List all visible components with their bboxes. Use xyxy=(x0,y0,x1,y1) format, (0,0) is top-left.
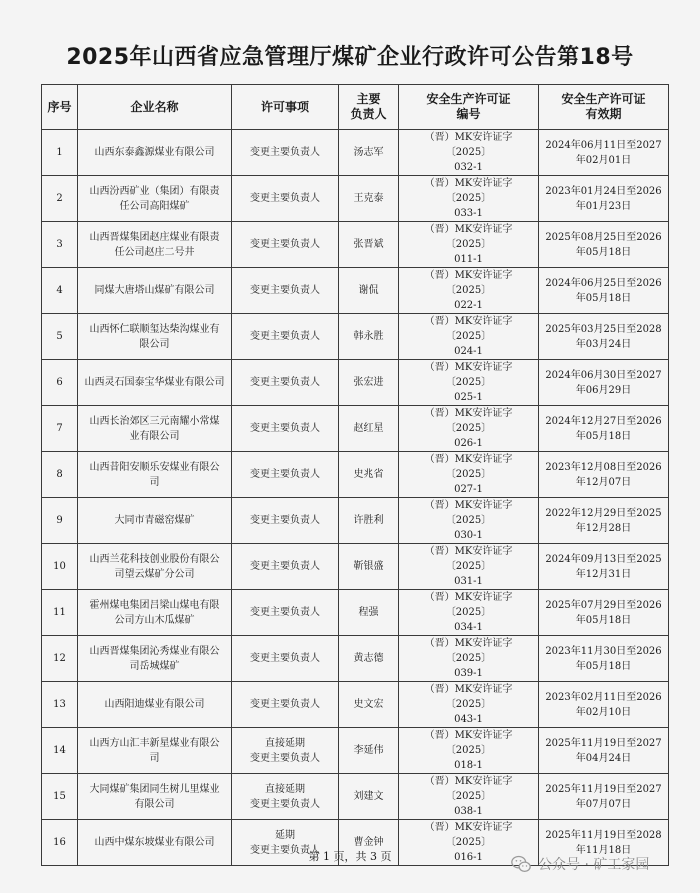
cell-item: 延期 变更主要负责人 xyxy=(232,820,339,866)
table-row xyxy=(42,176,669,222)
cell-license: （晋）MK安许证字〔2025〕 032-1 xyxy=(399,130,539,176)
cell-validity: 2024年06月25日至2026 年05月18日 xyxy=(539,268,669,314)
cell-no: 1 xyxy=(42,130,78,176)
cell-validity: 2025年11月19日至2027 年07月07日 xyxy=(539,774,669,820)
cell-company: 山西阳迪煤业有限公司 xyxy=(78,682,232,728)
cell-no: 8 xyxy=(42,452,78,498)
cell-head: 刘建文 xyxy=(339,774,399,820)
cell-company: 山西兰花科技创业股份有限公 司望云煤矿分公司 xyxy=(78,544,232,590)
cell-company: 大同煤矿集团同生树儿里煤业 有限公司 xyxy=(78,774,232,820)
cell-item: 直接延期 变更主要负责人 xyxy=(232,728,339,774)
cell-validity: 2023年02月11日至2026 年02月10日 xyxy=(539,682,669,728)
header-license: 安全生产许可证 编号 xyxy=(399,85,539,130)
cell-license: （晋）MK安许证字〔2025〕 033-1 xyxy=(399,176,539,222)
cell-company: 同煤大唐塔山煤矿有限公司 xyxy=(78,268,232,314)
header-no: 序号 xyxy=(42,85,78,130)
license-table xyxy=(41,84,669,866)
cell-license: （晋）MK安许证字〔2025〕 018-1 xyxy=(399,728,539,774)
cell-no: 16 xyxy=(42,820,78,866)
cell-item: 变更主要负责人 xyxy=(232,452,339,498)
cell-license: （晋）MK安许证字〔2025〕 043-1 xyxy=(399,682,539,728)
cell-license: （晋）MK安许证字〔2025〕 024-1 xyxy=(399,314,539,360)
cell-validity: 2025年07月29日至2026 年05月18日 xyxy=(539,590,669,636)
document-title: 2025年山西省应急管理厅煤矿企业行政许可公告第18号 xyxy=(66,45,634,70)
cell-item: 直接延期 变更主要负责人 xyxy=(232,774,339,820)
cell-license: （晋）MK安许证字〔2025〕 038-1 xyxy=(399,774,539,820)
cell-validity: 2023年01月24日至2026 年01月23日 xyxy=(539,176,669,222)
cell-company: 山西长治郊区三元南耀小常煤 业有限公司 xyxy=(78,406,232,452)
cell-no: 15 xyxy=(42,774,78,820)
cell-validity: 2025年03月25日至2028 年03月24日 xyxy=(539,314,669,360)
cell-no: 6 xyxy=(42,360,78,406)
cell-head: 许胜利 xyxy=(339,498,399,544)
cell-item: 变更主要负责人 xyxy=(232,222,339,268)
cell-head: 史兆省 xyxy=(339,452,399,498)
cell-license: （晋）MK安许证字〔2025〕 025-1 xyxy=(399,360,539,406)
cell-head: 汤志军 xyxy=(339,130,399,176)
cell-head: 赵红星 xyxy=(339,406,399,452)
cell-license: （晋）MK安许证字〔2025〕 026-1 xyxy=(399,406,539,452)
table-row xyxy=(42,590,669,636)
cell-item: 变更主要负责人 xyxy=(232,636,339,682)
cell-license: （晋）MK安许证字〔2025〕 016-1 xyxy=(399,820,539,866)
cell-no: 13 xyxy=(42,682,78,728)
watermark xyxy=(510,853,649,875)
cell-company: 霍州煤电集团吕梁山煤电有限 公司方山木瓜煤矿 xyxy=(78,590,232,636)
cell-head: 曹金钟 xyxy=(339,820,399,866)
table-header-row xyxy=(42,85,669,130)
cell-no: 11 xyxy=(42,590,78,636)
cell-no: 9 xyxy=(42,498,78,544)
page-footer: 第 1 页，共 3 页 xyxy=(308,850,392,863)
table-row xyxy=(42,636,669,682)
cell-item: 变更主要负责人 xyxy=(232,130,339,176)
table-row xyxy=(42,774,669,820)
cell-company: 大同市青磁窑煤矿 xyxy=(78,498,232,544)
cell-item: 变更主要负责人 xyxy=(232,590,339,636)
cell-item: 变更主要负责人 xyxy=(232,360,339,406)
cell-validity: 2023年12月08日至2026 年12月07日 xyxy=(539,452,669,498)
header-validity: 安全生产许可证 有效期 xyxy=(539,85,669,130)
cell-head: 张晋斌 xyxy=(339,222,399,268)
cell-item: 变更主要负责人 xyxy=(232,314,339,360)
cell-company: 山西晋煤集团赵庄煤业有限责 任公司赵庄二号井 xyxy=(78,222,232,268)
cell-company: 山西中煤东坡煤业有限公司 xyxy=(78,820,232,866)
cell-head: 程强 xyxy=(339,590,399,636)
cell-validity: 2025年11月19日至2027 年04月24日 xyxy=(539,728,669,774)
table-row xyxy=(42,728,669,774)
cell-head: 谢侃 xyxy=(339,268,399,314)
cell-validity: 2025年11月19日至2028 年11月18日 xyxy=(539,820,669,866)
cell-no: 4 xyxy=(42,268,78,314)
cell-license: （晋）MK安许证字〔2025〕 031-1 xyxy=(399,544,539,590)
cell-no: 10 xyxy=(42,544,78,590)
cell-company: 山西汾西矿业（集团）有限责 任公司高阳煤矿 xyxy=(78,176,232,222)
cell-head: 李延伟 xyxy=(339,728,399,774)
cell-item: 变更主要负责人 xyxy=(232,682,339,728)
table-row xyxy=(42,268,669,314)
table-row xyxy=(42,544,669,590)
cell-item: 变更主要负责人 xyxy=(232,498,339,544)
cell-item: 变更主要负责人 xyxy=(232,544,339,590)
cell-no: 7 xyxy=(42,406,78,452)
cell-validity: 2024年12月27日至2026 年05月18日 xyxy=(539,406,669,452)
cell-company: 山西怀仁联顺玺达柴沟煤业有 限公司 xyxy=(78,314,232,360)
cell-license: （晋）MK安许证字〔2025〕 039-1 xyxy=(399,636,539,682)
cell-company: 山西方山汇丰新星煤业有限公 司 xyxy=(78,728,232,774)
cell-validity: 2023年11月30日至2026 年05月18日 xyxy=(539,636,669,682)
cell-head: 靳银盛 xyxy=(339,544,399,590)
cell-no: 14 xyxy=(42,728,78,774)
header-head: 主要 负责人 xyxy=(339,85,399,130)
cell-head: 韩永胜 xyxy=(339,314,399,360)
cell-no: 2 xyxy=(42,176,78,222)
cell-license: （晋）MK安许证字〔2025〕 030-1 xyxy=(399,498,539,544)
table-row xyxy=(42,452,669,498)
cell-no: 12 xyxy=(42,636,78,682)
cell-no: 5 xyxy=(42,314,78,360)
cell-item: 变更主要负责人 xyxy=(232,406,339,452)
cell-validity: 2024年09月13日至2025 年12月31日 xyxy=(539,544,669,590)
table-row xyxy=(42,406,669,452)
cell-head: 张宏进 xyxy=(339,360,399,406)
cell-license: （晋）MK安许证字〔2025〕 027-1 xyxy=(399,452,539,498)
cell-company: 山西晋煤集团沁秀煤业有限公 司岳城煤矿 xyxy=(78,636,232,682)
header-item: 许可事项 xyxy=(232,85,339,130)
cell-head: 史文宏 xyxy=(339,682,399,728)
table-row xyxy=(42,498,669,544)
cell-validity: 2024年06月30日至2027 年06月29日 xyxy=(539,360,669,406)
wechat-icon xyxy=(510,853,532,875)
cell-head: 王克泰 xyxy=(339,176,399,222)
cell-license: （晋）MK安许证字〔2025〕 034-1 xyxy=(399,590,539,636)
table-row xyxy=(42,222,669,268)
table-row xyxy=(42,682,669,728)
cell-validity: 2022年12月29日至2025 年12月28日 xyxy=(539,498,669,544)
header-company: 企业名称 xyxy=(78,85,232,130)
cell-validity: 2024年06月11日至2027 年02月01日 xyxy=(539,130,669,176)
table-row xyxy=(42,130,669,176)
cell-item: 变更主要负责人 xyxy=(232,176,339,222)
cell-company: 山西东泰鑫源煤业有限公司 xyxy=(78,130,232,176)
table-row xyxy=(42,314,669,360)
cell-head: 黄志德 xyxy=(339,636,399,682)
cell-license: （晋）MK安许证字〔2025〕 022-1 xyxy=(399,268,539,314)
cell-company: 山西灵石国泰宝华煤业有限公司 xyxy=(78,360,232,406)
watermark-text: 公众号 · 矿工家园 xyxy=(538,857,650,873)
cell-license: （晋）MK安许证字〔2025〕 011-1 xyxy=(399,222,539,268)
cell-item: 变更主要负责人 xyxy=(232,268,339,314)
table-row xyxy=(42,360,669,406)
cell-company: 山西昔阳安顺乐安煤业有限公 司 xyxy=(78,452,232,498)
cell-validity: 2025年08月25日至2026 年05月18日 xyxy=(539,222,669,268)
cell-no: 3 xyxy=(42,222,78,268)
